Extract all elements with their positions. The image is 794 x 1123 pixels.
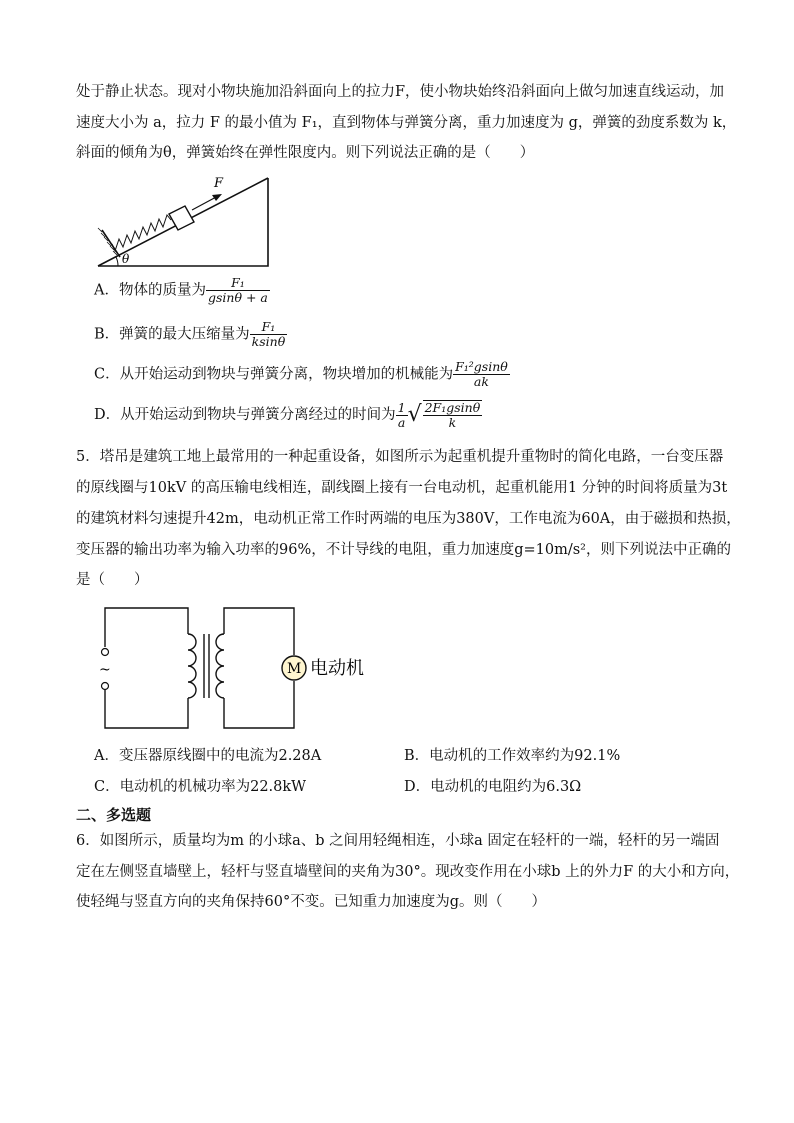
option-b-denominator: ksinθ xyxy=(251,334,286,349)
motor-label: 电动机 xyxy=(310,658,364,679)
q5-option-a[interactable]: A．变压器原线圈中的电流为2.28A xyxy=(94,748,322,764)
angle-arc xyxy=(116,257,118,266)
option-a-denominator: gsinθ + a xyxy=(207,290,268,305)
option-d-coef-numerator: 1 xyxy=(397,399,406,415)
wall-hatching xyxy=(98,228,117,255)
option-b-fraction xyxy=(250,320,288,349)
q6-text-line-1: 6．如图所示，质量均为m 的小球a、b 之间用轻绳相连，小球a 固定在轻杆的一端，轻杆的另一端固 xyxy=(76,833,720,849)
q5-option-b[interactable]: B．电动机的工作效率约为92.1% xyxy=(404,748,621,764)
secondary-wire-bottom xyxy=(224,681,294,728)
q4-option-c[interactable] xyxy=(94,360,510,389)
sqrt-symbol: √ xyxy=(407,402,422,427)
option-c-fraction xyxy=(453,360,510,389)
q6-text-line-3: 使轻绳与竖直方向的夹角保持60°不变。已知重力加速度为g。则（ ） xyxy=(76,894,546,910)
q5-text-line-1: 5．塔吊是建筑工地上最常用的一种起重设备，如图所示为起重机提升重物时的简化电路，一台变压器 xyxy=(76,449,724,465)
option-c-text: C．从开始运动到物块与弹簧分离，物块增加的机械能为 xyxy=(94,366,454,383)
section-heading: 二、多选题 xyxy=(76,806,152,824)
motor-symbol: M xyxy=(287,661,302,677)
option-a-numerator: F₁ xyxy=(231,275,245,290)
q5-text-line-5: 是（ ） xyxy=(76,572,149,588)
option-b-numerator: F₁ xyxy=(261,319,276,334)
option-d-radicand xyxy=(423,400,483,430)
q5-option-c[interactable]: C．电动机的机械功率为22.8kW xyxy=(94,779,307,795)
option-a-text: A．物体的质量为 xyxy=(94,282,206,299)
q5-text-line-3: 的建筑材料匀速提升42m，电动机正常工作时两端的电压为380V，工作电流为60A，由于磁损和热损， xyxy=(76,511,741,527)
q5-text-line-2: 的原线圈与10kV 的高压输电线相连，副线圈上接有一台电动机，起重机能用1 分钟的时间将质量为3t xyxy=(76,480,728,496)
q5-text-line-4: 变压器的输出功率为输入功率的96%，不计导线的电阻，重力加速度g=10m/s²，则下列说法中正确的 xyxy=(76,542,731,558)
primary-wire-top xyxy=(105,608,188,647)
q4-option-b[interactable] xyxy=(94,320,287,349)
option-d-denominator: k xyxy=(423,415,483,430)
option-a-fraction xyxy=(206,276,270,305)
q4-text-line-2: 速度大小为 a，拉力 F 的最小值为 F₁，直到物体与弹簧分离，重力加速度为 g，弹簧的劲度系数为 k， xyxy=(76,115,737,131)
q5-option-d[interactable]: D．电动机的电阻约为6.3Ω xyxy=(404,779,582,795)
q4-text-line-3: 斜面的倾角为θ，弹簧始终在弹性限度内。则下列说法正确的是（ ） xyxy=(76,145,535,161)
angle-label: θ xyxy=(122,252,130,266)
ac-terminal-bottom xyxy=(102,683,109,690)
secondary-coil xyxy=(216,634,224,698)
ac-source-symbol: ~ xyxy=(99,662,111,678)
ac-terminal-top xyxy=(102,649,109,656)
transformer-circuit-figure xyxy=(96,600,396,735)
option-d-coef-denominator: a xyxy=(396,415,408,430)
q6-text-line-2: 定在左侧竖直墙壁上，轻杆与竖直墙壁间的夹角为30°。现改变作用在小球b 上的外力F 的大小和方向， xyxy=(76,864,740,880)
option-b-text: B．弹簧的最大压缩量为 xyxy=(94,326,250,343)
option-c-denominator: ak xyxy=(453,374,510,389)
incline-spring-figure xyxy=(90,170,280,270)
block xyxy=(169,206,194,230)
q4-option-d[interactable] xyxy=(94,400,482,430)
primary-coil xyxy=(188,634,196,698)
force-arrowhead xyxy=(212,194,222,201)
option-c-numerator: F₁²gsinθ xyxy=(455,359,508,374)
secondary-wire-top xyxy=(224,608,294,655)
force-label: F xyxy=(214,176,224,191)
q4-option-a[interactable] xyxy=(94,276,270,305)
option-d-coefficient xyxy=(396,401,408,430)
option-d-numerator: 2F₁gsinθ xyxy=(424,400,481,415)
option-d-text: D．从开始运动到物块与弹簧分离经过的时间为 xyxy=(94,407,396,423)
q4-text-line-1: 处于静止状态。现对小物块施加沿斜面向上的拉力F，使小物块始终沿斜面向上做匀加速直线运动，加 xyxy=(76,84,725,100)
primary-wire-bottom xyxy=(105,688,188,728)
